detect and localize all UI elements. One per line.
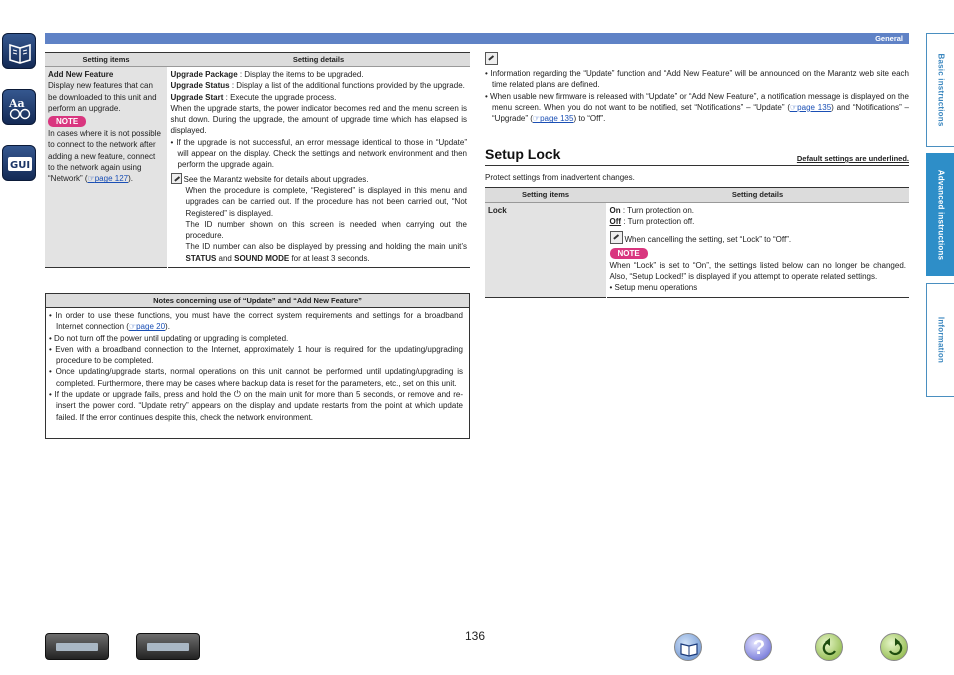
notes-box bbox=[45, 293, 470, 439]
upgrade-package-label: Upgrade Package bbox=[170, 70, 238, 79]
receiver-rear-icon[interactable] bbox=[136, 633, 200, 660]
setup-lock-divider bbox=[485, 165, 909, 166]
memo-line-1: See the Marantz website for details about upgrades. bbox=[183, 174, 369, 184]
right-memo-bullet-1: • Information regarding the “Update” function and “Add New Feature” will be announced on the Marantz web site each time related plans are defined. bbox=[485, 69, 909, 90]
col-header-setting-details: Setting details bbox=[606, 188, 909, 203]
right-memo-bullet-2-mid: ) and “Notifications” – “Upgrade” ( bbox=[492, 102, 910, 124]
note-text-after: ). bbox=[128, 174, 133, 184]
notes-bullet-1-after: ). bbox=[165, 322, 170, 332]
section-header-bar bbox=[45, 33, 909, 44]
setup-lock-title: Setup Lock bbox=[485, 146, 561, 162]
back-icon[interactable] bbox=[815, 633, 843, 661]
forward-icon[interactable] bbox=[880, 633, 908, 661]
memo-line-3: The ID number shown on this screen is needed when carrying out the procedure. bbox=[185, 219, 467, 241]
memo-icon bbox=[171, 173, 182, 184]
note-badge: NOTE bbox=[48, 116, 86, 127]
notes-box-body bbox=[46, 308, 469, 423]
setting-details-cell bbox=[167, 67, 470, 268]
add-new-feature-table bbox=[45, 52, 470, 268]
setup-lock-description: Protect settings from inadvertent changes. bbox=[485, 173, 635, 182]
upgrade-status-text: : Display a list of the additional functions provided by the upgrade. bbox=[229, 81, 465, 91]
note-text-before: In cases where it is not possible to connect to the network after adding a new feature, connect to the network again using “Network” ( bbox=[48, 129, 161, 184]
page-link-135-upgrade-text: page 135 bbox=[540, 114, 574, 124]
gui-icon-label: GUI bbox=[10, 160, 31, 171]
right-memo bbox=[485, 52, 909, 124]
notes-bullet-5 bbox=[49, 389, 463, 423]
col-header-setting-items: Setting items bbox=[45, 53, 167, 67]
upgrade-start-label: Upgrade Start bbox=[170, 92, 224, 102]
default-settings-note: Default settings are underlined. bbox=[796, 154, 909, 163]
on-label: On bbox=[609, 206, 621, 215]
upgrade-status-row bbox=[171, 80, 468, 91]
tab-advanced-instructions[interactable] bbox=[926, 153, 954, 276]
right-memo-bullet-2-before: • When usable new firmware is released with “Update” or “Add New Feature”, a notification message is displayed on the menu screen. When you do not want to be notified, set “Notifications” – “Update” ( bbox=[485, 91, 909, 112]
lock-memo-text: When cancelling the setting, set “Lock” to “Off”. bbox=[624, 234, 792, 244]
memo-line-4 bbox=[171, 241, 468, 264]
memo-and: and bbox=[216, 253, 235, 263]
notes-bullet-1 bbox=[49, 310, 463, 333]
off-label: Off bbox=[609, 217, 622, 227]
note-badge: NOTE bbox=[610, 248, 648, 259]
memo-block bbox=[171, 173, 468, 264]
status-button-name: STATUS bbox=[185, 253, 217, 263]
lock-item: Lock bbox=[488, 206, 507, 215]
page-link-127-text: page 127 bbox=[94, 174, 129, 184]
notes-bullet-1-before: • In order to use these functions, you must have the correct system requirements and settings for a broadband Internet connection ( bbox=[49, 311, 463, 332]
svg-text:Aa: Aa bbox=[9, 97, 25, 110]
upgrade-fail-bullet: • If the upgrade is not successful, an error message identical to those in “Update” will appear on the display. Check the settings and network environment and then perform the upgrade again. bbox=[170, 137, 467, 170]
note-text bbox=[48, 128, 164, 184]
item-description: Display new features that can be downloaded to this unit and perform an upgrade. bbox=[48, 81, 157, 113]
notes-box-title: Notes concerning use of “Update” and “Add New Feature” bbox=[46, 294, 469, 308]
book-icon[interactable] bbox=[674, 633, 702, 661]
page-link-135-upgrade[interactable] bbox=[533, 114, 574, 123]
off-text: : Turn protection off. bbox=[621, 217, 695, 227]
memo-line-2: When the procedure is complete, “Registered” is displayed in this menu and upgrades can be carried out. If the procedure has not been carried out, “Not Registered” is displayed. bbox=[185, 185, 467, 218]
off-row bbox=[610, 216, 907, 227]
help-icon[interactable]: ? bbox=[744, 633, 772, 661]
memo-line-4-before: The ID number can also be displayed by pressing and holding the main unit’s bbox=[185, 242, 467, 252]
upgrade-status-label: Upgrade Status bbox=[170, 81, 230, 91]
tab-advanced-instructions-label: Advanced instructions bbox=[936, 169, 946, 260]
notes-bullet-5-after: on the main unit for more than 5 seconds, or remove and re-insert the power cord. “Update retry” appears on the display and update restarts from the point at which update failed. If the error continues despite this, check the network environment. bbox=[56, 390, 463, 422]
page-ref-icon: ☞ bbox=[87, 174, 95, 184]
power-indicator-text: When the upgrade starts, the power indicator becomes red and the menu screen is shut down. During the upgrade, the amount of upgrade time which has elapsed is displayed. bbox=[170, 103, 467, 136]
setting-details-cell bbox=[606, 203, 909, 298]
right-memo-bullet-2 bbox=[485, 91, 909, 125]
power-icon: ⏻ bbox=[233, 389, 241, 400]
tab-basic-instructions[interactable] bbox=[926, 33, 954, 147]
upgrade-start-text: : Execute the upgrade process. bbox=[223, 92, 337, 102]
col-header-setting-items: Setting items bbox=[485, 188, 606, 203]
tab-information-label: Information bbox=[936, 316, 946, 364]
tab-information[interactable] bbox=[926, 283, 954, 397]
sound-mode-button-name: SOUND MODE bbox=[234, 253, 290, 263]
upgrade-start-row bbox=[171, 92, 468, 103]
upgrade-package-text: : Display the items to be upgraded. bbox=[237, 70, 364, 79]
lock-memo bbox=[610, 231, 907, 245]
item-title: Add New Feature bbox=[48, 70, 114, 79]
page-link-127[interactable] bbox=[88, 174, 129, 183]
page-link-20[interactable] bbox=[129, 322, 165, 331]
upgrade-package-row bbox=[171, 69, 468, 80]
setting-item-cell bbox=[485, 203, 606, 298]
index-icon[interactable] bbox=[2, 89, 36, 125]
section-title: General bbox=[875, 34, 903, 43]
setting-item-cell bbox=[45, 67, 167, 268]
notes-bullet-3: • Even with a broadband connection to the Internet, approximately 1 hour is required for the updating/upgrading procedure to be completed. bbox=[49, 344, 463, 366]
setup-lock-table bbox=[485, 187, 909, 298]
memo-icon bbox=[485, 52, 498, 65]
memo-icon bbox=[610, 231, 623, 244]
page-link-20-text: page 20 bbox=[136, 322, 166, 332]
receiver-front-icon[interactable] bbox=[45, 633, 109, 660]
page-link-135-update[interactable] bbox=[790, 103, 831, 112]
col-header-setting-details: Setting details bbox=[167, 53, 470, 67]
right-memo-bullet-2-after: ) to “Off”. bbox=[573, 114, 606, 124]
lock-note-bullet: • Setup menu operations bbox=[609, 283, 698, 293]
on-text: : Turn protection on. bbox=[620, 206, 694, 215]
lock-note-text: When “Lock” is set to “On”, the settings listed below can no longer be changed. Also, “Setup Locked!” is displayed if you attempt to operate related settings. bbox=[609, 260, 906, 282]
page-ref-icon: ☞ bbox=[532, 114, 541, 124]
tab-basic-instructions-label: Basic instructions bbox=[936, 53, 946, 127]
page-link-135-update-text: page 135 bbox=[797, 102, 832, 112]
notes-bullet-4: • Once updating/upgrade starts, normal operations on this unit cannot be performed until updating/upgrading is completed. Furthermore, there may be cases where backup data is reset for the parameters, etc., set on this unit. bbox=[49, 367, 463, 388]
gui-icon[interactable] bbox=[2, 145, 36, 181]
contents-icon[interactable] bbox=[2, 33, 36, 69]
on-row bbox=[610, 205, 907, 216]
page-number: 136 bbox=[465, 629, 486, 643]
notes-bullet-5-before: • If the update or upgrade fails, press and hold the bbox=[49, 390, 234, 400]
notes-bullet-2: • Do not turn off the power until updating or upgrading is completed. bbox=[49, 333, 289, 343]
page-ref-icon: ☞ bbox=[790, 102, 798, 112]
page-ref-icon: ☞ bbox=[128, 322, 137, 332]
memo-line-4-after: for at least 3 seconds. bbox=[289, 253, 370, 263]
